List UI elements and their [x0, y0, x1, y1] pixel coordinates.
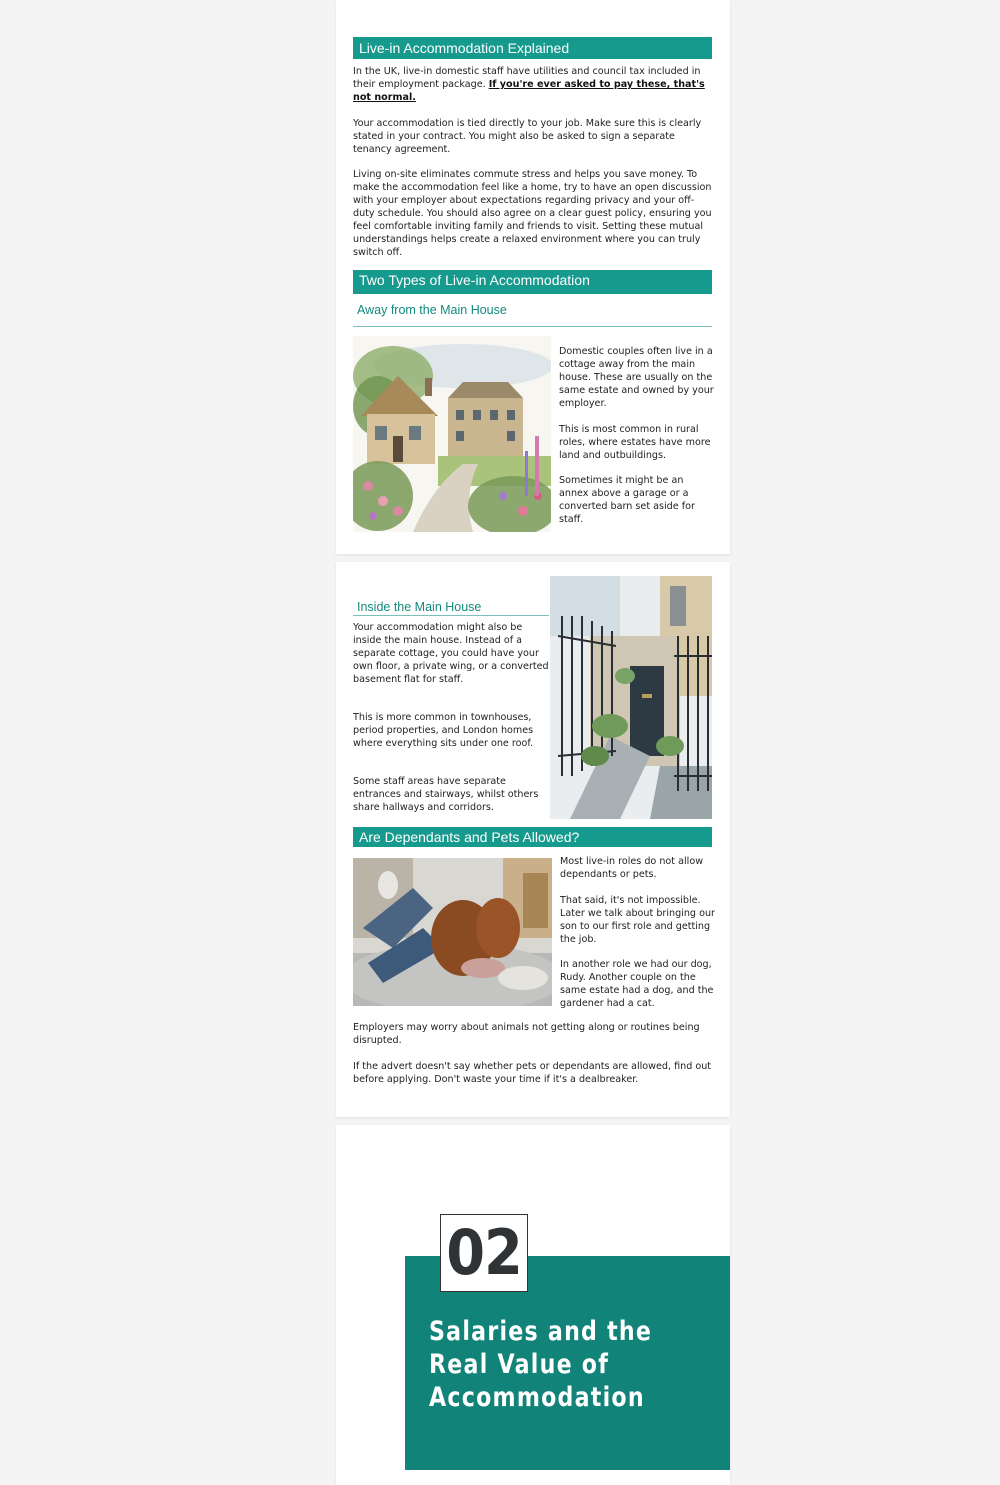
pets-side-paragraph: In another role we had our dog, Rudy. Another couple on the same estate had a dog, and the gardener had a cat.	[560, 959, 714, 1009]
subheading-rule	[353, 326, 712, 327]
page-3	[336, 1125, 730, 1485]
explained-paragraph-3: Living on-site eliminates commute stress and helps you save money. To make the accommodation feel like a home, try to have an open discussion with your employer about expectations regarding privacy and your off-duty schedule. You should also agree on a clear guest policy, ensuring you feel comfortable inviting family and friends to visit. Setting these mutual understandings helps create a relaxed environment where you can truly switch off.	[353, 169, 712, 258]
subheading-away: Away from the Main House	[357, 303, 507, 317]
explained-paragraph-1-text: In the UK, live-in domestic staff have utilities and council tax included in their employment package.	[353, 66, 701, 90]
dog-photo	[353, 858, 552, 1006]
pets-full-body	[353, 1021, 715, 1086]
pets-full-paragraph: If the advert doesn't say whether pets or dependants are allowed, find out before applying. Don't waste your time if it's a dealbreaker.	[353, 1060, 712, 1085]
inside-paragraph: This is more common in townhouses, period properties, and London homes where everything sits under one roof.	[353, 712, 534, 749]
away-paragraph: This is most common in rural roles, where estates have more land and outbuildings.	[559, 423, 711, 461]
pets-side-paragraph: That said, it's not impossible. Later we talk about bringing our son to our first role and getting the job.	[560, 894, 715, 945]
section-heading-two-types: Two Types of Live-in Accommodation	[353, 270, 712, 294]
explained-body	[353, 65, 715, 259]
chapter-title: Salaries and the Real Value of Accommodation	[429, 1316, 653, 1413]
explained-paragraph-2: Your accommodation is tied directly to your job. Make sure this is clearly stated in your contract. You might also be asked to sign a separate tenancy agreement.	[353, 117, 702, 155]
inside-paragraph: Your accommodation might also be inside the main house. Instead of a separate cottage, you could have your own floor, a private wing, or a converted basement flat for staff.	[353, 622, 549, 685]
away-body	[559, 345, 714, 526]
inside-paragraph: Some staff areas have separate entrances and stairways, whilst others share hallways and corridors.	[353, 776, 539, 813]
explained-paragraph-1	[353, 65, 715, 104]
section-heading-explained: Live-in Accommodation Explained	[353, 37, 712, 59]
pets-side-body	[560, 855, 715, 1010]
page-2	[336, 562, 730, 1117]
away-paragraph: Sometimes it might be an annex above a garage or a converted barn set aside for staff.	[559, 475, 695, 525]
cottage-illustration	[353, 336, 551, 532]
explained-paragraph-1-emphasis: If you're ever asked to pay these, that's not normal.	[353, 79, 705, 103]
section-heading-pets: Are Dependants and Pets Allowed?	[353, 827, 712, 847]
basement-entrance-illustration	[550, 576, 712, 819]
page-1	[336, 0, 730, 554]
subheading-inside: Inside the Main House	[357, 600, 482, 614]
chapter-number: 02	[440, 1214, 528, 1292]
pets-side-paragraph: Most live-in roles do not allow dependants or pets.	[560, 856, 704, 880]
pets-full-paragraph: Employers may worry about animals not getting along or routines being disrupted.	[353, 1022, 700, 1046]
away-paragraph: Domestic couples often live in a cottage away from the main house. These are usually on the same estate and owned by your employer.	[559, 346, 714, 409]
subheading-rule	[353, 615, 549, 616]
inside-body	[353, 621, 549, 814]
